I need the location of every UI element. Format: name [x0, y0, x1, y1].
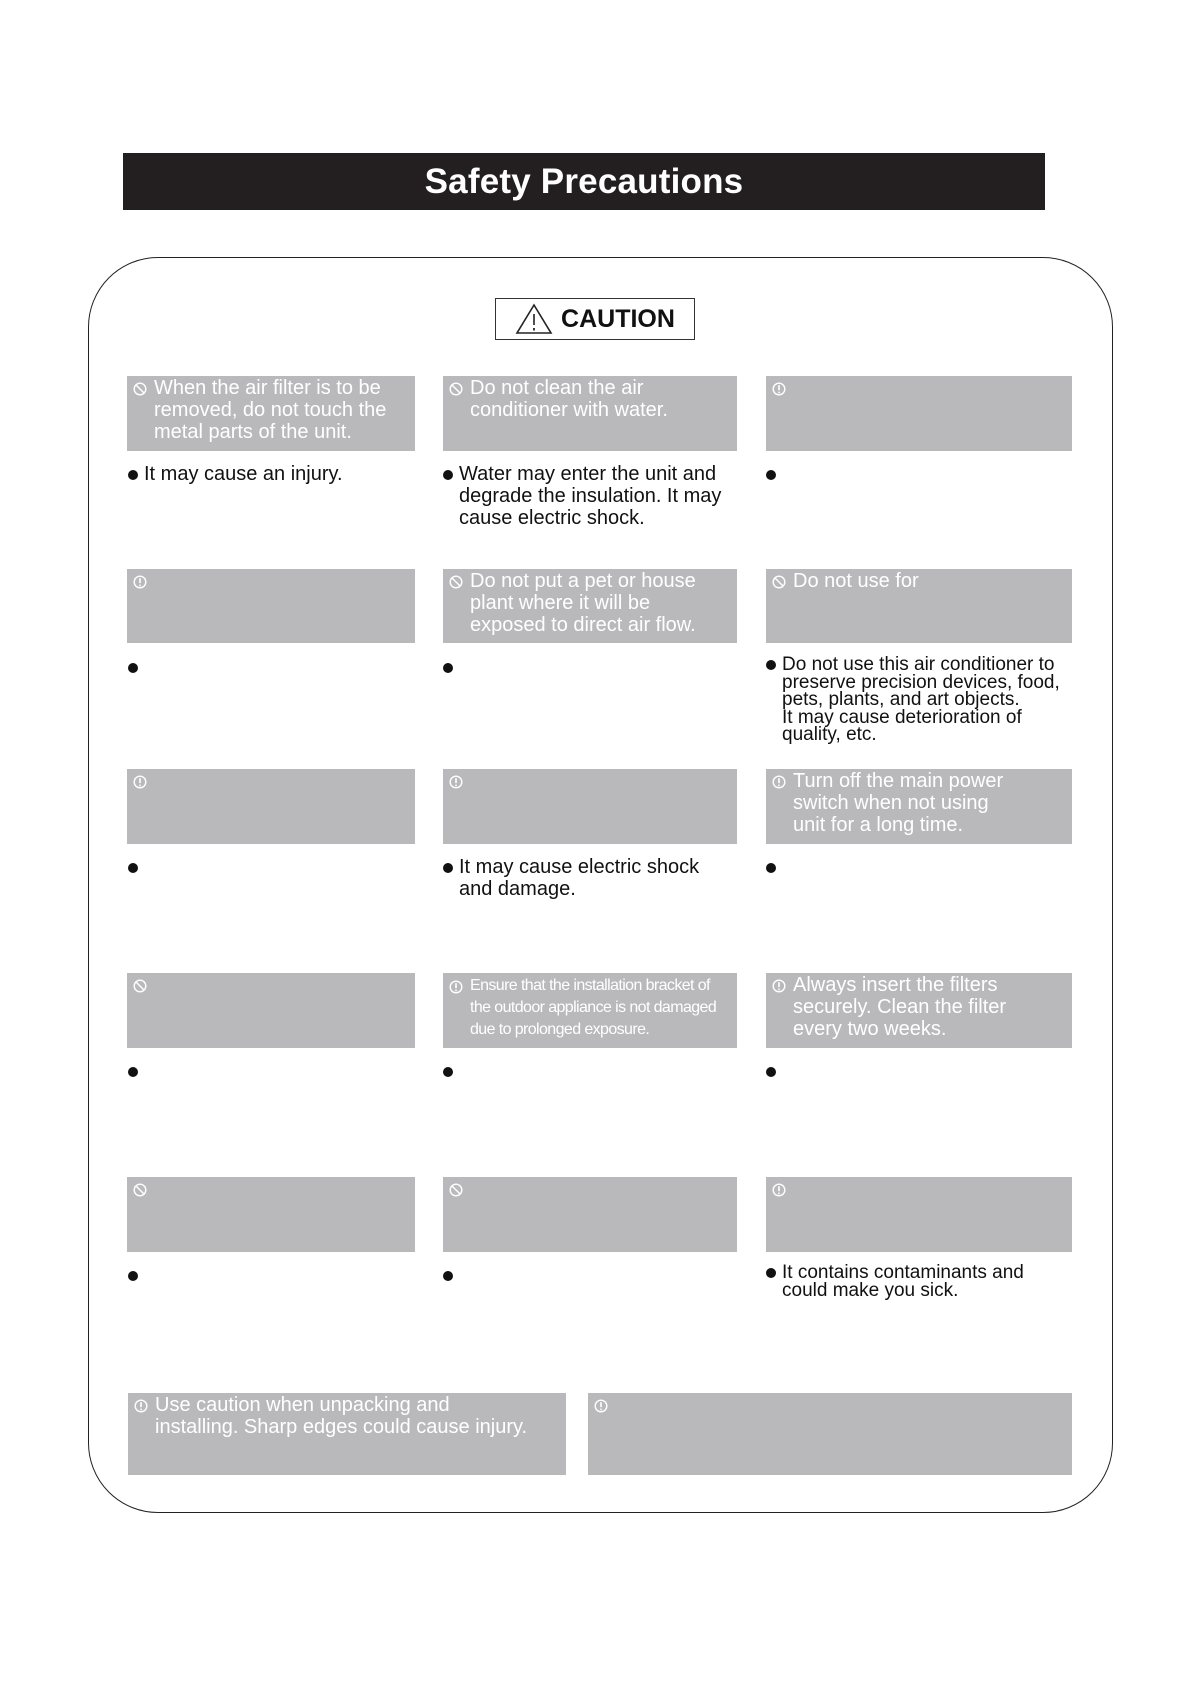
precaution-description-text: Do not use this air conditioner to preserve precision devices, food, pets, plants, and art objects. It may cause deterioration of quality, etc.	[782, 654, 1060, 745]
mandatory-icon	[134, 1399, 148, 1413]
precaution-heading	[443, 569, 737, 643]
precaution-heading	[766, 569, 1072, 643]
precaution-heading	[443, 769, 737, 844]
precaution-description	[766, 656, 1060, 744]
precaution-description	[443, 1060, 459, 1077]
mandatory-icon	[772, 979, 786, 993]
bullet-icon	[443, 663, 453, 673]
precaution-description-text: It may cause electric shock and damage.	[459, 856, 700, 900]
bullet-icon	[766, 1067, 776, 1077]
precaution-heading-text: Use caution when unpacking and installing. Sharp edges could cause injury.	[155, 1394, 528, 1438]
caution-label-box	[495, 298, 695, 340]
bullet-icon	[128, 1271, 138, 1281]
page-title: Safety Precautions	[424, 161, 744, 201]
precaution-heading-text: Turn off the main power switch when not using unit for a long time.	[793, 770, 1004, 836]
bullet-icon	[443, 1271, 453, 1281]
precaution-description	[766, 1060, 782, 1077]
precaution-heading	[766, 769, 1072, 844]
bullet-icon	[128, 470, 138, 480]
precaution-heading-text: Always insert the filters securely. Clean the filter every two weeks.	[793, 974, 1007, 1040]
precaution-heading	[127, 769, 415, 844]
mandatory-icon	[449, 775, 463, 789]
precaution-heading	[766, 973, 1072, 1048]
precaution-description-text: Water may enter the unit and degrade the insulation. It may cause electric shock.	[459, 463, 722, 529]
precaution-heading	[127, 973, 415, 1048]
prohibit-icon	[449, 575, 463, 589]
precaution-description	[443, 1264, 459, 1281]
precaution-heading	[127, 376, 415, 451]
prohibit-icon	[449, 1183, 463, 1197]
title-bar	[123, 153, 1045, 210]
bullet-icon	[766, 1268, 776, 1278]
mandatory-icon	[133, 575, 147, 589]
precaution-heading	[766, 1177, 1072, 1252]
precaution-heading	[443, 973, 737, 1048]
caution-label: CAUTION	[561, 304, 675, 333]
prohibit-icon	[133, 979, 147, 993]
precaution-description	[443, 856, 699, 900]
precaution-description	[128, 1264, 144, 1281]
precaution-description	[766, 463, 782, 480]
mandatory-icon	[772, 382, 786, 396]
prohibit-icon	[133, 382, 147, 396]
prohibit-icon	[772, 575, 786, 589]
precaution-description	[128, 856, 144, 873]
precaution-heading	[128, 1393, 566, 1475]
precaution-heading	[443, 376, 737, 451]
mandatory-icon	[133, 775, 147, 789]
precaution-heading	[588, 1393, 1072, 1475]
precaution-description	[128, 463, 343, 485]
bullet-icon	[128, 863, 138, 873]
mandatory-icon	[449, 980, 463, 994]
precaution-heading-text: Do not use for	[793, 570, 919, 592]
mandatory-icon	[772, 775, 786, 789]
precaution-description	[128, 1060, 144, 1077]
bullet-icon	[766, 470, 776, 480]
precaution-description	[443, 656, 459, 673]
precaution-description	[128, 656, 144, 673]
mandatory-icon	[772, 1183, 786, 1197]
bullet-icon	[443, 863, 453, 873]
bullet-icon	[128, 1067, 138, 1077]
precaution-heading-text: Do not clean the air conditioner with water.	[470, 377, 668, 421]
bullet-icon	[766, 863, 776, 873]
precaution-description	[766, 856, 782, 873]
precaution-heading-text: When the air filter is to be removed, do not touch the metal parts of the unit.	[154, 377, 387, 443]
bullet-icon	[443, 470, 453, 480]
prohibit-icon	[449, 382, 463, 396]
precaution-heading	[127, 569, 415, 643]
precaution-heading	[127, 1177, 415, 1252]
bullet-icon	[443, 1067, 453, 1077]
bullet-icon	[128, 663, 138, 673]
precaution-description	[443, 463, 721, 529]
prohibit-icon	[133, 1183, 147, 1197]
precaution-description-text: It contains contaminants and could make you sick.	[782, 1262, 1024, 1301]
warning-triangle-icon	[515, 303, 553, 335]
mandatory-icon	[594, 1399, 608, 1413]
precaution-heading	[443, 1177, 737, 1252]
precaution-description	[766, 1264, 1024, 1299]
bullet-icon	[766, 660, 776, 670]
precaution-heading-text: Do not put a pet or house plant where it will be exposed to direct air flow.	[470, 570, 696, 636]
precaution-description-text: It may cause an injury.	[144, 463, 343, 485]
precaution-heading	[766, 376, 1072, 451]
precaution-heading-text: Ensure that the installation bracket of the outdoor appliance is not damaged due to prolonged exposure.	[470, 977, 717, 1038]
